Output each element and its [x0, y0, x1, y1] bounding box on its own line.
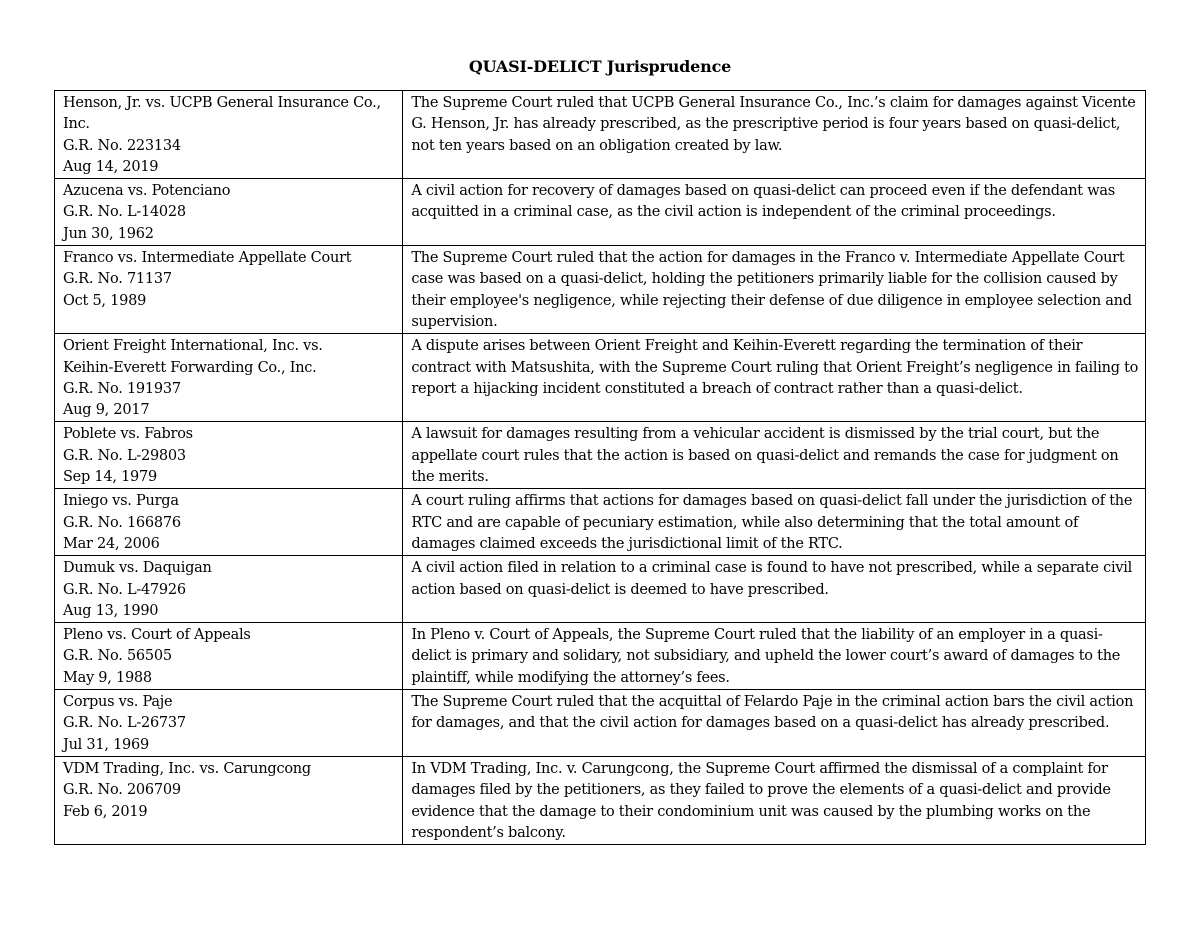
case-summary-text: The Supreme Court ruled that the acquittal of Felardo Paje in the criminal action bars the civil action for damages, and that the civil action for damages based on a quasi-delict has already prescribed.	[411, 694, 1134, 732]
case-row	[55, 756, 1146, 844]
case-summary-text: The Supreme Court ruled that UCPB General Insurance Co., Inc.’s claim for damages against Vicente G. Henson, Jr. has already prescribed, as the prescriptive period is four years based on quasi-delict, not ten years based on an obligation created by law.	[411, 95, 1136, 154]
case-date: Aug 9, 2017	[63, 402, 150, 419]
jurisprudence-table-body	[55, 91, 1146, 845]
case-citation-cell	[55, 179, 403, 246]
case-name-line: Poblete vs. Fabros	[63, 426, 193, 443]
case-date: Feb 6, 2019	[63, 803, 148, 820]
case-summary-cell	[403, 91, 1146, 179]
case-row	[55, 246, 1146, 334]
case-gr-number: G.R. No. 206709	[63, 782, 181, 799]
case-row	[55, 489, 1146, 556]
case-summary-cell	[403, 179, 1146, 246]
case-row	[55, 179, 1146, 246]
case-summary-cell	[403, 489, 1146, 556]
case-date: Aug 14, 2019	[63, 158, 159, 175]
case-summary-cell	[403, 334, 1146, 422]
case-date: Jun 30, 1962	[63, 225, 154, 242]
case-gr-number: G.R. No. 56505	[63, 648, 172, 665]
case-gr-number: G.R. No. L-14028	[63, 204, 186, 221]
case-row	[55, 690, 1146, 757]
case-summary-cell	[403, 556, 1146, 623]
case-summary-text: The Supreme Court ruled that the action for damages in the Franco v. Intermediate Appellate Court case was based on a quasi-delict, holding the petitioners primarily liable for the collision caused by their employee's negligence, while rejecting their defense of due diligence in employee selection and supervision.	[411, 250, 1132, 330]
case-row	[55, 623, 1146, 690]
jurisprudence-table	[54, 90, 1146, 845]
case-row	[55, 556, 1146, 623]
case-summary-text: A lawsuit for damages resulting from a vehicular accident is dismissed by the trial court, but the appellate court rules that the action is based on quasi-delict and remands the case for judgment on the merits.	[411, 426, 1119, 486]
case-summary-text: A civil action for recovery of damages based on quasi-delict can proceed even if the defendant was acquitted in a criminal case, as the civil action is independent of the criminal proceedings.	[411, 183, 1115, 221]
case-row	[55, 91, 1146, 179]
case-citation-cell	[55, 690, 403, 757]
case-name-line: Inc.	[63, 116, 90, 133]
case-name-line: Henson, Jr. vs. UCPB General Insurance Co.,	[63, 95, 381, 111]
case-gr-number: G.R. No. 71137	[63, 271, 172, 288]
case-date: Oct 5, 1989	[63, 292, 147, 309]
case-gr-number: G.R. No. 223134	[63, 137, 181, 154]
case-summary-cell	[403, 690, 1146, 757]
case-name-line: Pleno vs. Court of Appeals	[63, 627, 251, 644]
case-name-line: Corpus vs. Paje	[63, 694, 173, 711]
case-gr-number: G.R. No. L-47926	[63, 581, 186, 598]
case-summary-cell	[403, 623, 1146, 690]
case-summary-text: A civil action filed in relation to a criminal case is found to have not prescribed, while a separate civil action based on quasi-delict is deemed to have prescribed.	[411, 560, 1133, 598]
case-citation-cell	[55, 246, 403, 334]
case-name-line: VDM Trading, Inc. vs. Carungcong	[63, 760, 311, 777]
case-summary-cell	[403, 246, 1146, 334]
case-summary-cell	[403, 422, 1146, 489]
case-name-line: Franco vs. Intermediate Appellate Court	[63, 250, 352, 267]
case-citation-cell	[55, 756, 403, 844]
case-name-line: Iniego vs. Purga	[63, 493, 179, 510]
case-row	[55, 334, 1146, 422]
case-summary-text: In VDM Trading, Inc. v. Carungcong, the Supreme Court affirmed the dismissal of a complaint for damages filed by the petitioners, as they failed to prove the elements of a quasi-delict and provide evidence that the damage to their condominium unit was caused by the plumbing works on the respondent’s balcony.	[411, 760, 1111, 841]
case-summary-text: A dispute arises between Orient Freight and Keihin-Everett regarding the termination of their contract with Matsushita, with the Supreme Court ruling that Orient Freight’s negligence in failing to report a hijacking incident constituted a breach of contract rather than a quasi-delict.	[411, 338, 1139, 397]
case-name-line: Azucena vs. Potenciano	[63, 183, 231, 200]
case-name-line: Keihin-Everett Forwarding Co., Inc.	[63, 359, 317, 376]
case-name-line: Dumuk vs. Daquigan	[63, 560, 212, 577]
case-citation-cell	[55, 489, 403, 556]
case-citation-cell	[55, 556, 403, 623]
case-citation-cell	[55, 623, 403, 690]
document-title: QUASI-DELICT Jurisprudence	[468, 57, 732, 76]
case-date: Mar 24, 2006	[63, 535, 160, 552]
case-gr-number: G.R. No. L-26737	[63, 715, 186, 732]
case-name-line: Orient Freight International, Inc. vs.	[63, 338, 323, 355]
case-citation-cell	[55, 334, 403, 422]
case-gr-number: G.R. No. 191937	[63, 380, 181, 397]
case-date: May 9, 1988	[63, 669, 152, 686]
case-date: Jul 31, 1969	[63, 736, 149, 753]
case-summary-cell	[403, 756, 1146, 844]
case-gr-number: G.R. No. 166876	[63, 514, 181, 531]
case-citation-cell	[55, 422, 403, 489]
case-row	[55, 422, 1146, 489]
case-date: Sep 14, 1979	[63, 469, 157, 486]
case-summary-text: A court ruling affirms that actions for damages based on quasi-delict fall under the jurisdiction of the RTC and are capable of pecuniary estimation, while also determining that the total amount of damages claimed exceeds the jurisdictional limit of the RTC.	[411, 493, 1133, 552]
case-date: Aug 13, 1990	[63, 602, 159, 619]
case-gr-number: G.R. No. L-29803	[63, 447, 186, 464]
case-summary-text: In Pleno v. Court of Appeals, the Supreme Court ruled that the liability of an employer in a quasi-delict is primary and solidary, not subsidiary, and upheld the lower court’s award of damages to the plaintiff, while modifying the attorney’s fees.	[411, 627, 1121, 686]
case-citation-cell	[55, 91, 403, 179]
